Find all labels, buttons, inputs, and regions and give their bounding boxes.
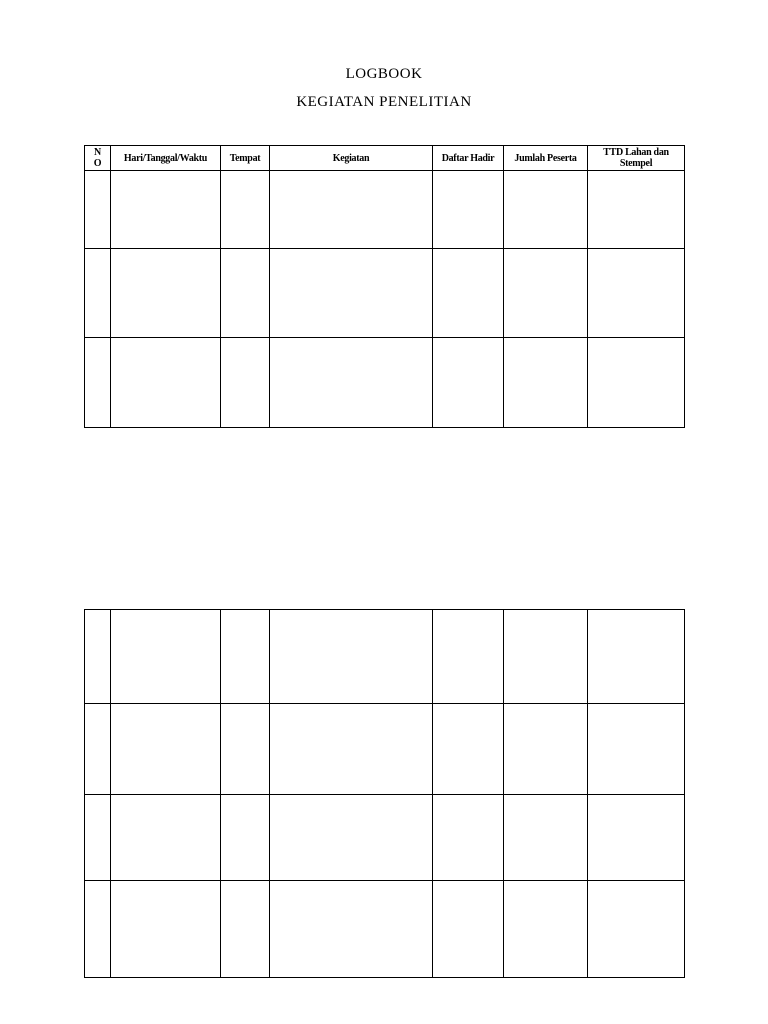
- cell-tempat: [221, 338, 270, 428]
- cell-no: [85, 171, 111, 249]
- table-row: [85, 795, 685, 881]
- cell-hari: [111, 338, 221, 428]
- cell-tempat: [221, 704, 270, 795]
- cell-jumlah-peserta: [504, 338, 588, 428]
- cell-jumlah-peserta: [504, 171, 588, 249]
- cell-ttd: [588, 249, 685, 338]
- table-row: [85, 338, 685, 428]
- cell-no: [85, 338, 111, 428]
- cell-jumlah-peserta: [504, 795, 588, 881]
- table-row: [85, 610, 685, 704]
- cell-daftar-hadir: [433, 249, 504, 338]
- header-no-line2: O: [93, 158, 102, 169]
- header-daftar-hadir: Daftar Hadir: [433, 146, 504, 171]
- header-no-line1: N: [94, 147, 101, 158]
- cell-no: [85, 881, 111, 978]
- cell-daftar-hadir: [433, 171, 504, 249]
- cell-jumlah-peserta: [504, 704, 588, 795]
- cell-no: [85, 704, 111, 795]
- cell-ttd: [588, 704, 685, 795]
- cell-daftar-hadir: [433, 881, 504, 978]
- cell-jumlah-peserta: [504, 610, 588, 704]
- cell-ttd: [588, 881, 685, 978]
- cell-tempat: [221, 610, 270, 704]
- table-row: [85, 881, 685, 978]
- cell-daftar-hadir: [433, 338, 504, 428]
- header-tempat: Tempat: [221, 146, 270, 171]
- cell-daftar-hadir: [433, 795, 504, 881]
- document-title: LOGBOOK: [345, 66, 423, 82]
- cell-kegiatan: [270, 881, 433, 978]
- cell-kegiatan: [270, 795, 433, 881]
- logbook-table-page-1: [84, 145, 685, 428]
- cell-tempat: [221, 249, 270, 338]
- header-no: [85, 146, 111, 171]
- cell-kegiatan: [270, 338, 433, 428]
- cell-ttd: [588, 795, 685, 881]
- cell-tempat: [221, 795, 270, 881]
- cell-ttd: [588, 171, 685, 249]
- document-subtitle: KEGIATAN PENELITIAN: [296, 94, 472, 110]
- cell-tempat: [221, 171, 270, 249]
- cell-kegiatan: [270, 249, 433, 338]
- cell-kegiatan: [270, 610, 433, 704]
- table-header-row: [85, 146, 685, 171]
- cell-kegiatan: [270, 704, 433, 795]
- cell-ttd: [588, 610, 685, 704]
- header-kegiatan: Kegiatan: [270, 146, 433, 171]
- header-hari-tanggal-waktu: Hari/Tanggal/Waktu: [111, 146, 221, 171]
- table-row: [85, 704, 685, 795]
- cell-hari: [111, 795, 221, 881]
- cell-hari: [111, 881, 221, 978]
- cell-kegiatan: [270, 171, 433, 249]
- cell-hari: [111, 610, 221, 704]
- header-ttd-lahan-stempel: TTD Lahan dan Stempel: [588, 146, 685, 171]
- cell-daftar-hadir: [433, 610, 504, 704]
- table-row: [85, 249, 685, 338]
- table-row: [85, 171, 685, 249]
- cell-ttd: [588, 338, 685, 428]
- cell-hari: [111, 249, 221, 338]
- cell-no: [85, 610, 111, 704]
- cell-no: [85, 249, 111, 338]
- cell-daftar-hadir: [433, 704, 504, 795]
- cell-tempat: [221, 881, 270, 978]
- cell-no: [85, 795, 111, 881]
- logbook-table-page-2: [84, 609, 685, 978]
- cell-jumlah-peserta: [504, 881, 588, 978]
- cell-hari: [111, 704, 221, 795]
- header-jumlah-peserta: Jumlah Peserta: [504, 146, 588, 171]
- cell-jumlah-peserta: [504, 249, 588, 338]
- cell-hari: [111, 171, 221, 249]
